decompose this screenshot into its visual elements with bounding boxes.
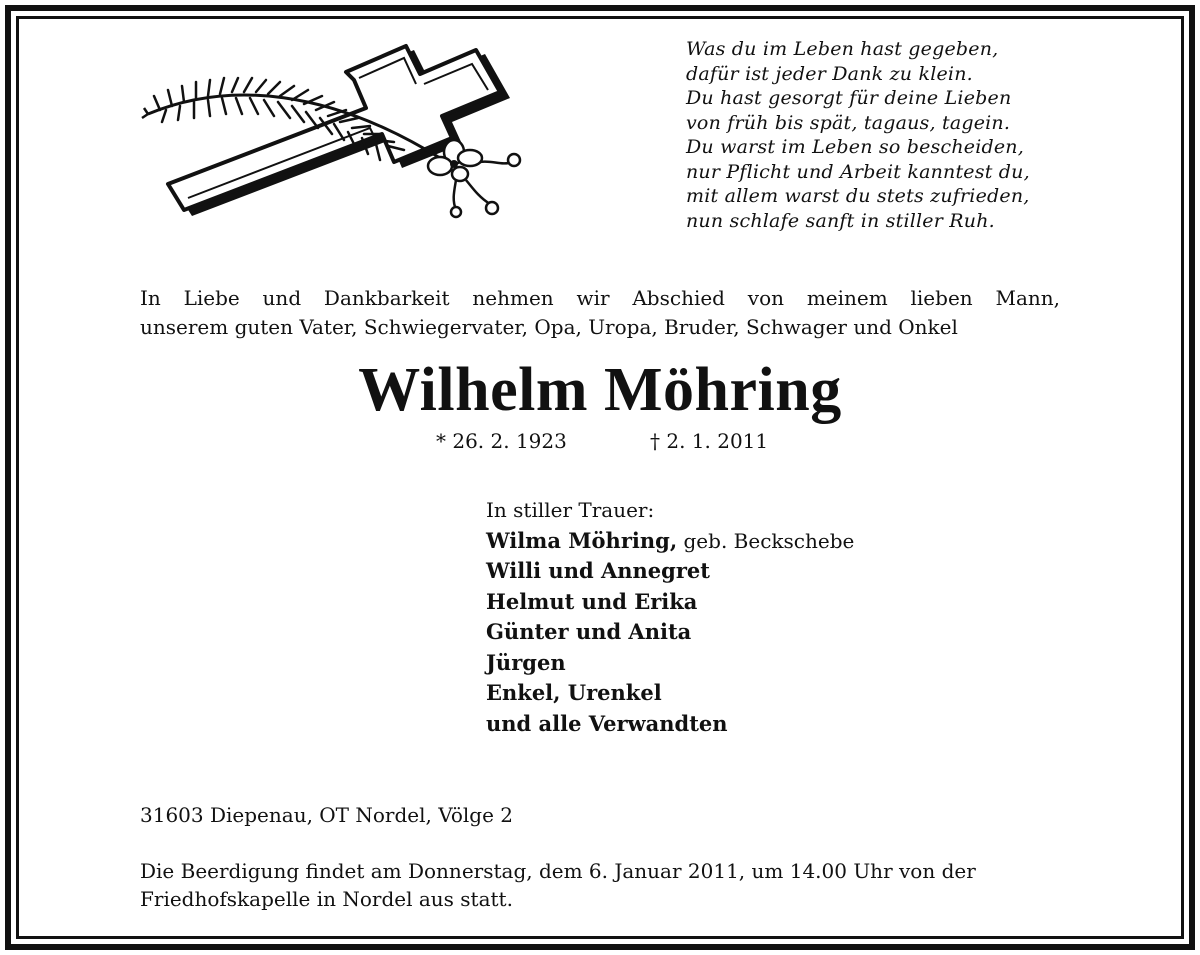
mourners-heading: In stiller Trauer:: [486, 498, 655, 522]
funeral-line: Die Beerdigung findet am Donnerstag, dem 6. Januar 2011, um 14.00 Uhr von der: [140, 859, 976, 883]
mourner-line: und alle Verwandten: [486, 710, 728, 736]
intro-line: In Liebe und Dankbarkeit nehmen wir Abschied von meinem lieben Mann,: [140, 286, 1060, 310]
life-dates: [436, 427, 769, 455]
mourner-line: Helmut und Erika: [486, 588, 698, 614]
poem-line: dafür ist jeder Dank zu klein.: [686, 62, 973, 85]
poem-line: Was du im Leben hast gegeben,: [686, 38, 999, 60]
address: 31603 Diepenau, OT Nordel, Völge 2: [140, 803, 513, 827]
cross-with-palm-branch-icon: [140, 40, 530, 220]
mourner-line: Günter und Anita: [486, 619, 692, 644]
mourner-line: Willi und Annegret: [486, 558, 710, 583]
funeral-line: Friedhofskapelle in Nordel aus statt.: [140, 887, 513, 911]
funeral-notice: [140, 857, 976, 913]
poem-line: nun schlafe sanft in stiller Ruh.: [686, 209, 995, 232]
mourner-line: [486, 526, 854, 557]
death-date: † 2. 1. 2011: [650, 429, 769, 453]
poem-line: mit allem warst du stets zufrieden,: [686, 185, 1030, 207]
intro-text: [140, 284, 1060, 342]
poem-line: von früh bis spät, tagaus, tagein.: [686, 111, 1011, 134]
deceased-name: Wilhelm Möhring: [358, 356, 842, 424]
poem: [686, 37, 1106, 233]
widow-maiden-name: geb. Beckschebe: [677, 528, 855, 553]
intro-line: unserem guten Vater, Schwiegervater, Opa, Uropa, Bruder, Schwager und Onkel: [140, 315, 958, 339]
mourner-line: Jürgen: [486, 649, 566, 675]
widow-name: Wilma Möhring,: [486, 527, 678, 553]
poem-line: Du hast gesorgt für deine Lieben: [686, 87, 1012, 109]
mourner-line: Enkel, Urenkel: [486, 680, 662, 705]
mourners-list: [486, 495, 854, 739]
poem-line: Du warst im Leben so bescheiden,: [686, 136, 1024, 158]
birth-date: * 26. 2. 1923: [436, 429, 567, 453]
poem-line: nur Pflicht und Arbeit kanntest du,: [686, 160, 1030, 183]
